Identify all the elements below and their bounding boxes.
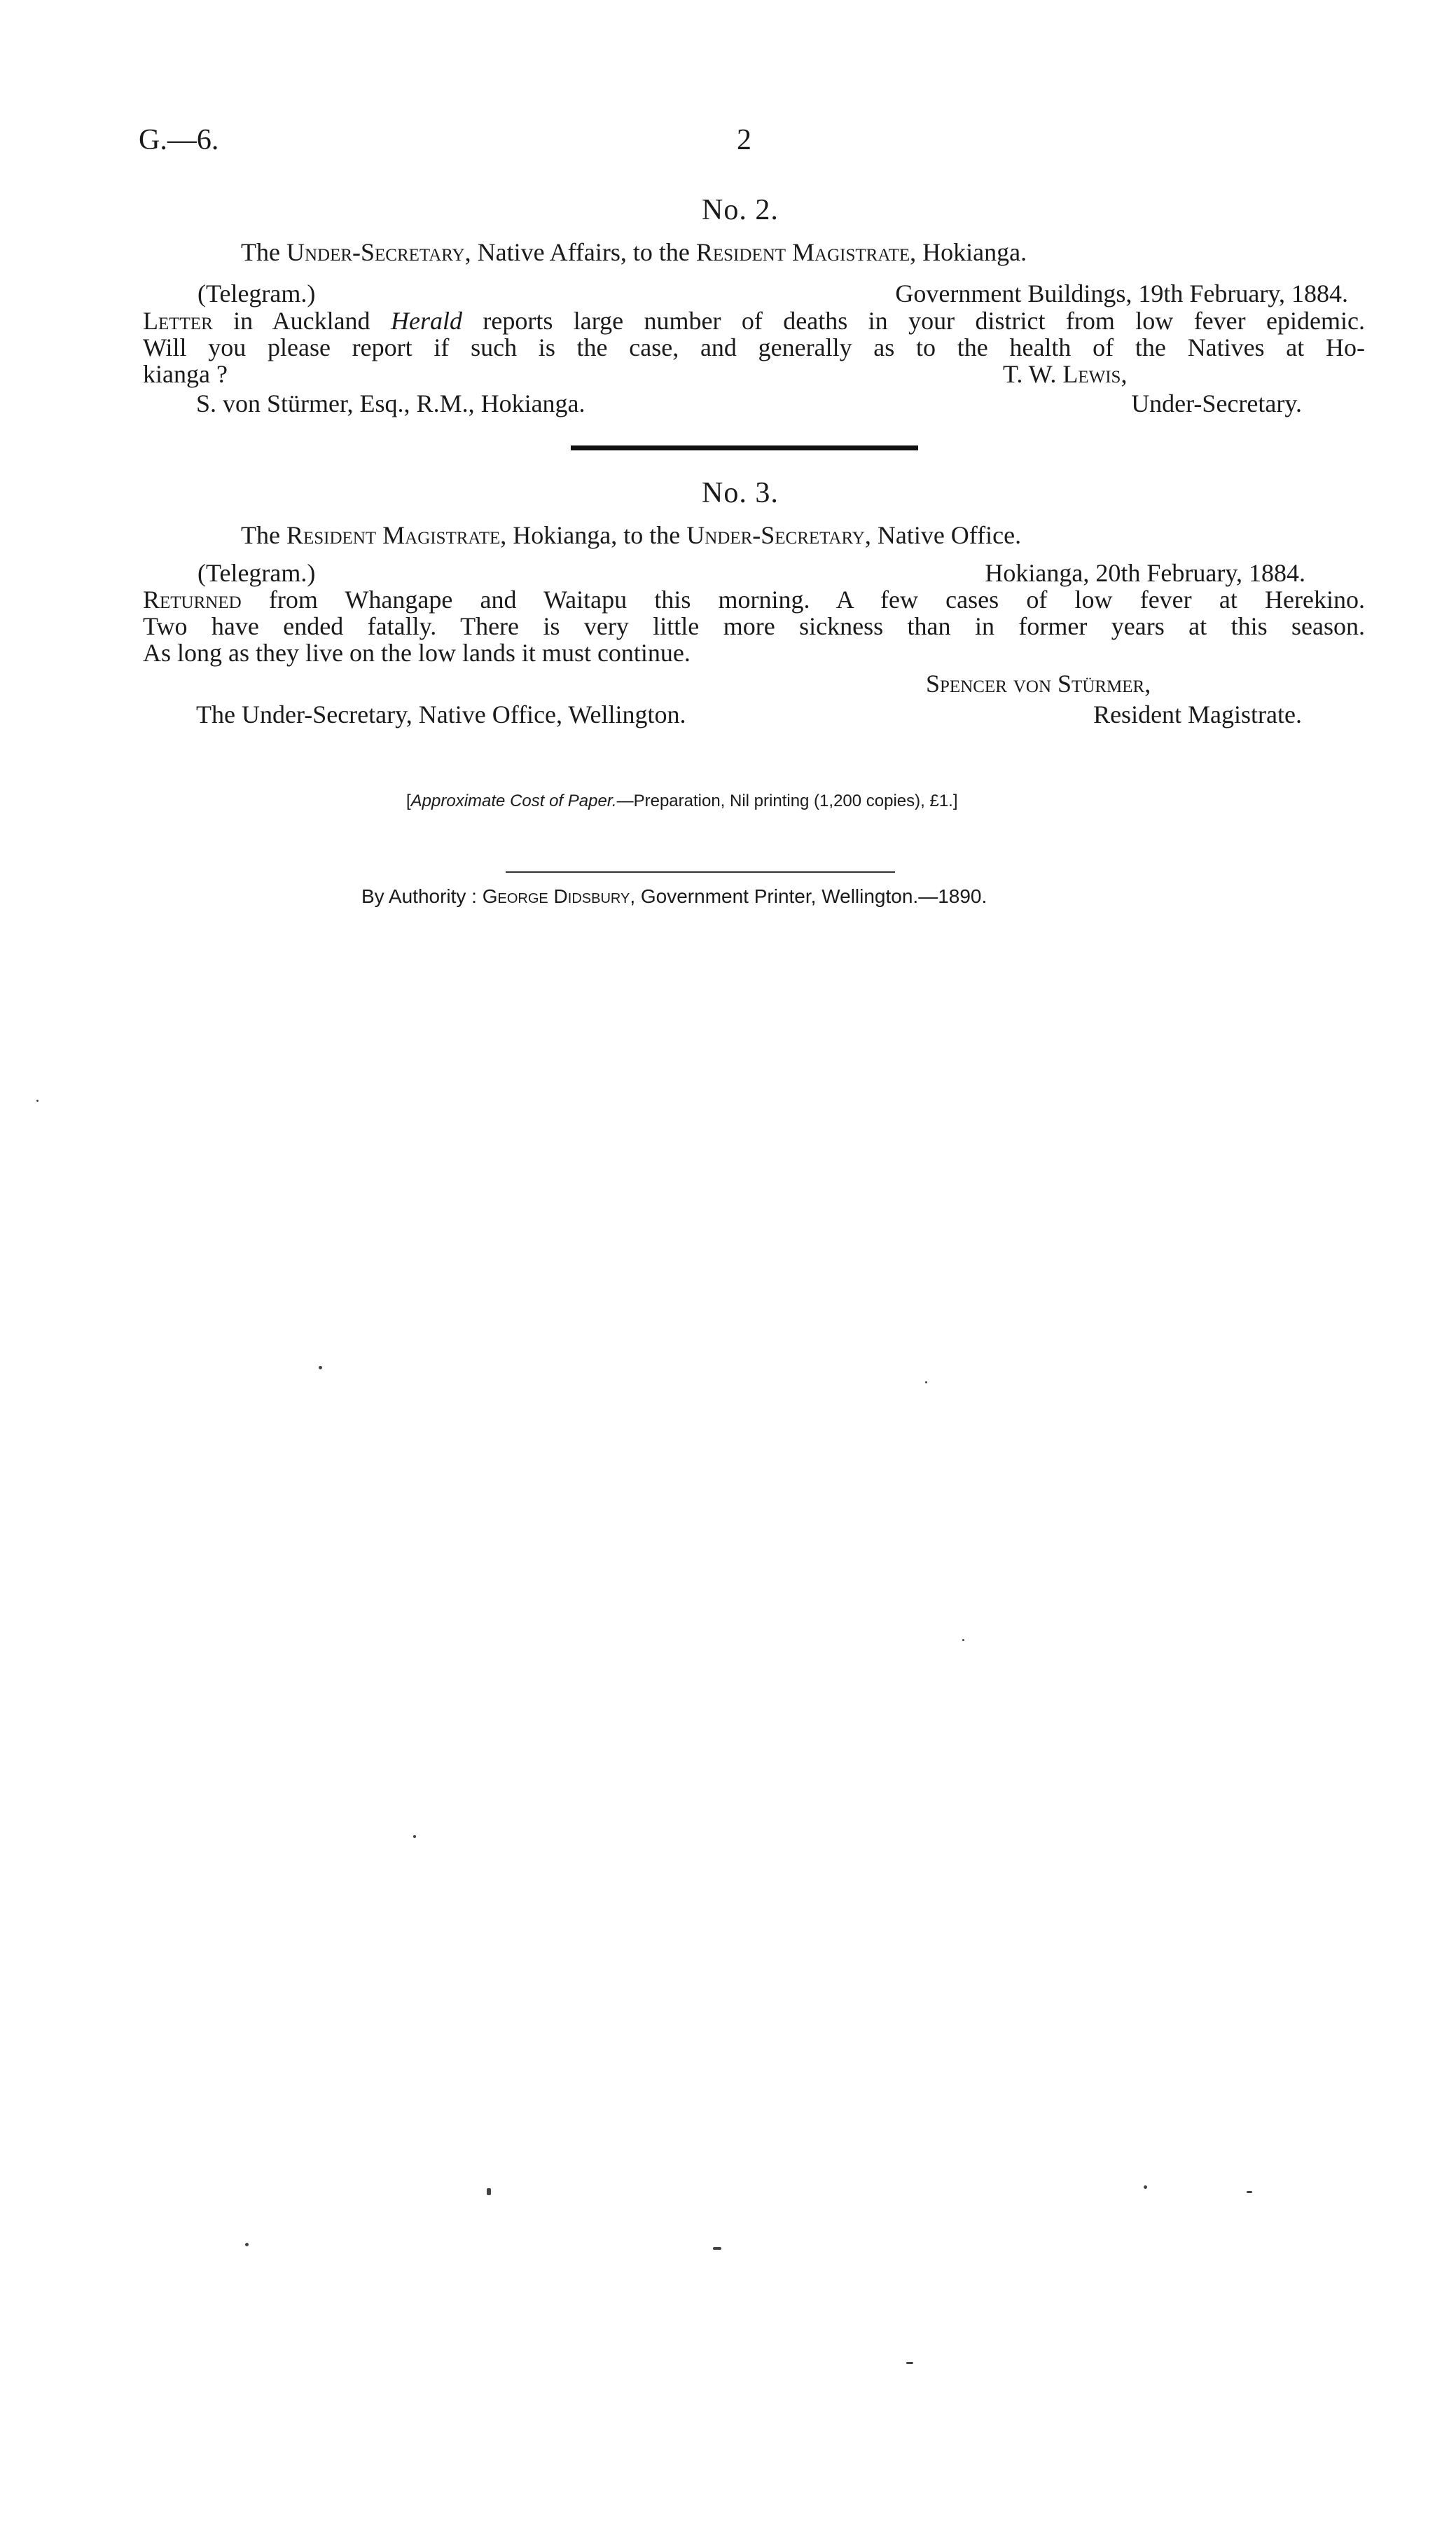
- scan-speck: [1247, 2191, 1252, 2193]
- letter-number: No. 3.: [702, 477, 779, 509]
- printer-imprint: By Authority : George Didsbury, Government Printer, Wellington.—1890.: [361, 885, 987, 907]
- scan-speck: [413, 1835, 416, 1838]
- message-type: (Telegram.): [197, 279, 316, 307]
- letter-body-line: As long as they live on the low lands it must continue.: [143, 639, 691, 667]
- scan-speck: [36, 1100, 39, 1102]
- scan-speck: [962, 1639, 964, 1641]
- scan-speck: [245, 2243, 249, 2246]
- document-code: G.—6.: [139, 124, 219, 156]
- addressee: The Under-Secretary, Native Office, Wellington.: [196, 700, 686, 728]
- letter-body-line: Letter in Auckland Herald reports large number of deaths in your district from low fever epidemic.: [143, 307, 1365, 335]
- letter-body-line: Two have ended fatally. There is very little more sickness than in former years at this season.: [143, 612, 1365, 640]
- section-divider: [571, 445, 918, 450]
- letter-number: No. 2.: [702, 194, 779, 226]
- message-type: (Telegram.): [197, 559, 316, 587]
- place-date: Government Buildings, 19th February, 1884.: [895, 279, 1348, 307]
- letter-body-line: Returned from Whangape and Waitapu this morning. A few cases of low fever at Herekino.: [143, 586, 1365, 614]
- cost-note: [Approximate Cost of Paper.—Preparation, Nil printing (1,200 copies), £1.]: [406, 792, 958, 810]
- scan-speck: [713, 2247, 721, 2250]
- letter-title: The Under-Secretary, Native Affairs, to the Resident Magistrate, Hokianga.: [241, 238, 1027, 266]
- place-date: Hokianga, 20th February, 1884.: [985, 559, 1305, 587]
- scan-speck: [925, 1381, 927, 1383]
- signatory-name: T. W. Lewis,: [1003, 360, 1128, 388]
- signatory-name: Spencer von Stürmer,: [926, 670, 1151, 698]
- footer-divider: [506, 871, 895, 873]
- scan-speck: [906, 2362, 913, 2364]
- scan-speck: [487, 2188, 491, 2195]
- scan-speck: [319, 1366, 322, 1369]
- signatory-title: Resident Magistrate.: [1093, 700, 1302, 728]
- signatory-title: Under-Secretary.: [1131, 389, 1302, 417]
- page-number: 2: [737, 124, 751, 156]
- scan-speck: [1144, 2185, 1147, 2189]
- addressee: S. von Stürmer, Esq., R.M., Hokianga.: [196, 389, 585, 417]
- letter-body-line: kianga ?: [143, 360, 228, 388]
- letter-title: The Resident Magistrate, Hokianga, to the Under-Secretary, Native Office.: [241, 521, 1022, 549]
- letter-body-line: Will you please report if such is the case, and generally as to the health of the Natives at Ho-: [143, 333, 1365, 361]
